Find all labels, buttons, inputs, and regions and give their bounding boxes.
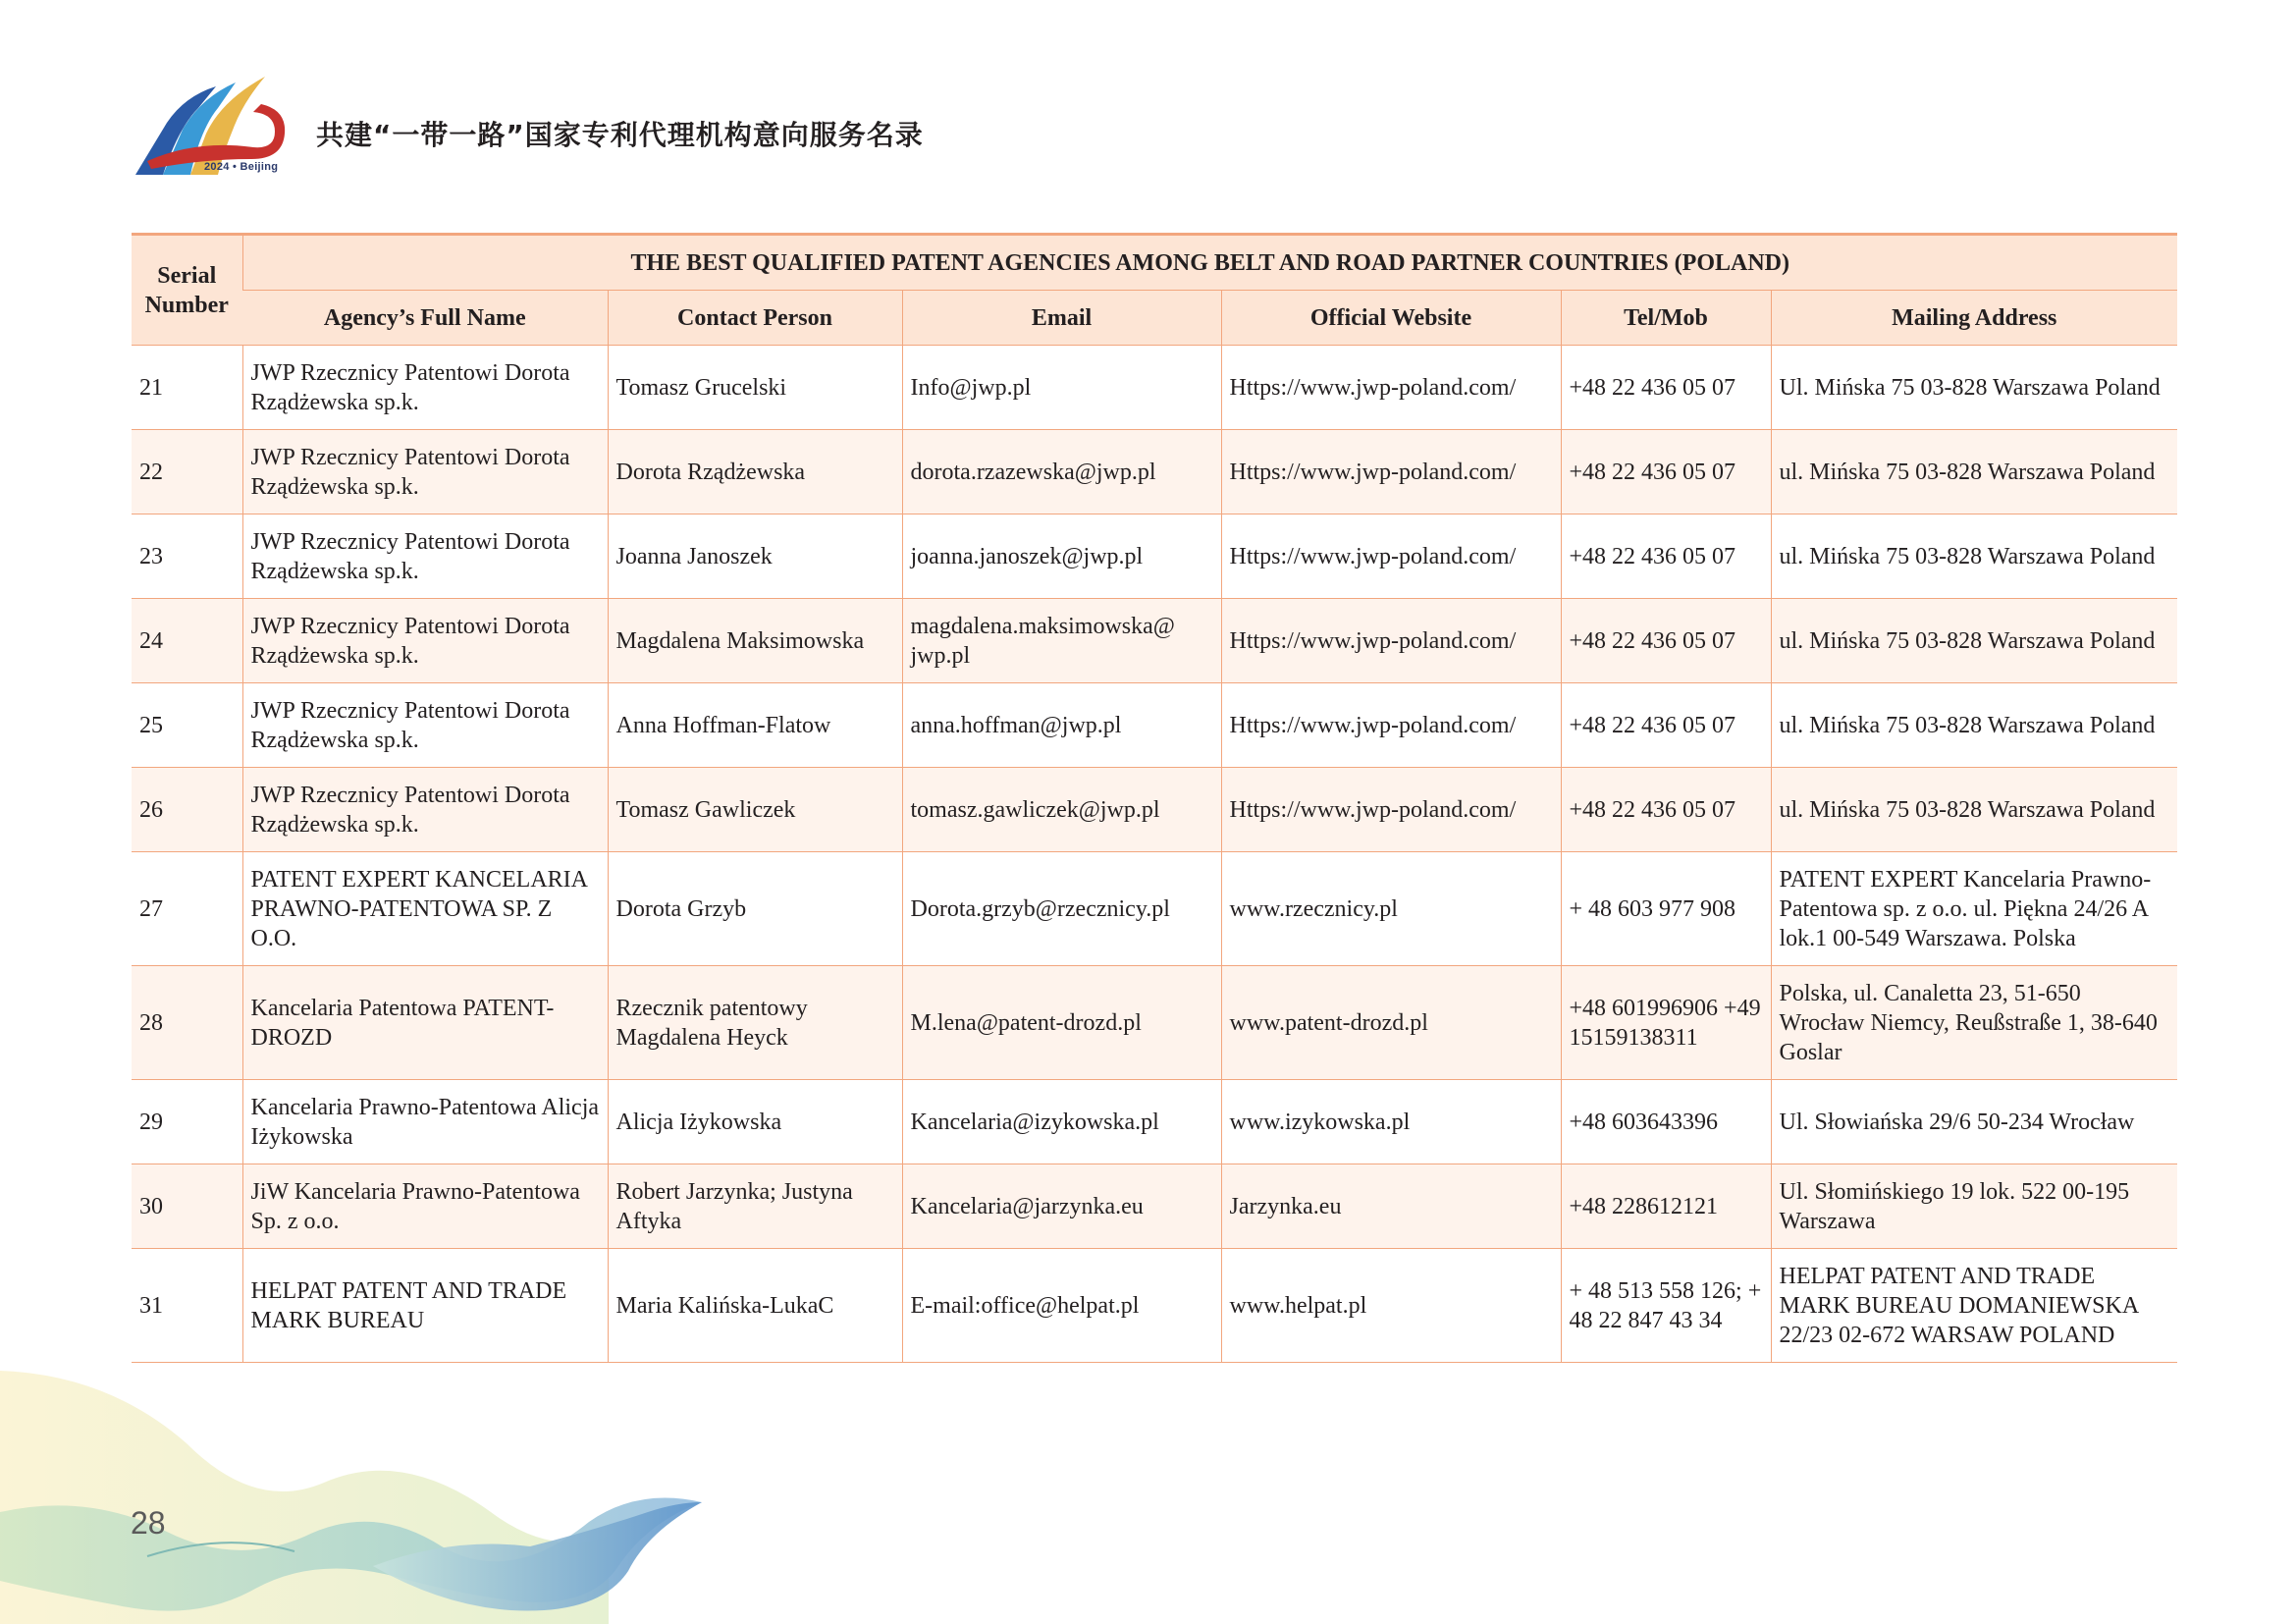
contact-person: Robert Jarzynka; Justyna Aftyka [608, 1164, 902, 1249]
contact-person: Dorota Rządżewska [608, 430, 902, 514]
contact-person: Joanna Janoszek [608, 514, 902, 599]
mailing-address: ul. Mińska 75 03-828 Warszawa Poland [1771, 514, 2177, 599]
agency-name: JWP Rzecznicy Patentowi Dorota Rządżewska sp.k. [242, 346, 608, 430]
table-row [132, 430, 2177, 514]
tel: +48 22 436 05 07 [1561, 430, 1771, 514]
contact-person: Anna Hoffman-Flatow [608, 683, 902, 768]
mailing-address: ul. Mińska 75 03-828 Warszawa Poland [1771, 599, 2177, 683]
table-row [132, 852, 2177, 966]
email: Info@jwp.pl [902, 346, 1221, 430]
mailing-address: ul. Mińska 75 03-828 Warszawa Poland [1771, 430, 2177, 514]
contact-person: Tomasz Gawliczek [608, 768, 902, 852]
mailing-address: PATENT EXPERT Kancelaria Prawno-Patentowa sp. z o.o. ul. Piękna 24/26 A lok.1 00-549 Warszawa. Polska [1771, 852, 2177, 966]
agency-name: Kancelaria Patentowa PATENT-DROZD [242, 966, 608, 1080]
serial-number: 29 [132, 1080, 242, 1164]
column-header-email: Email [902, 291, 1221, 346]
website: www.rzecznicy.pl [1221, 852, 1561, 966]
serial-number: 25 [132, 683, 242, 768]
contact-person: Dorota Grzyb [608, 852, 902, 966]
mailing-address: ul. Mińska 75 03-828 Warszawa Poland [1771, 768, 2177, 852]
contact-person: Maria Kalińska-LukaC [608, 1249, 902, 1363]
serial-number: 26 [132, 768, 242, 852]
serial-number: 22 [132, 430, 242, 514]
agency-name: JWP Rzecznicy Patentowi Dorota Rządżewska sp.k. [242, 514, 608, 599]
contact-person: Rzecznik patentowy Magdalena Heyck [608, 966, 902, 1080]
email: E-mail:office@helpat.pl [902, 1249, 1221, 1363]
tel: +48 228612121 [1561, 1164, 1771, 1249]
email: dorota.rzazewska@jwp.pl [902, 430, 1221, 514]
website: Https://www.jwp-poland.com/ [1221, 430, 1561, 514]
website: Https://www.jwp-poland.com/ [1221, 346, 1561, 430]
serial-number: 30 [132, 1164, 242, 1249]
agency-name: JWP Rzecznicy Patentowi Dorota Rządżewska sp.k. [242, 599, 608, 683]
website: www.izykowska.pl [1221, 1080, 1561, 1164]
agencies-table [132, 233, 2177, 1363]
table-row [132, 1080, 2177, 1164]
website: Https://www.jwp-poland.com/ [1221, 599, 1561, 683]
table-row [132, 1249, 2177, 1363]
serial-number: 27 [132, 852, 242, 966]
agency-name: JWP Rzecznicy Patentowi Dorota Rządżewska sp.k. [242, 430, 608, 514]
agency-name: JWP Rzecznicy Patentowi Dorota Rządżewska sp.k. [242, 768, 608, 852]
tel: +48 22 436 05 07 [1561, 514, 1771, 599]
mailing-address: HELPAT PATENT AND TRADE MARK BUREAU DOMANIEWSKA 22/23 02-672 WARSAW POLAND [1771, 1249, 2177, 1363]
website: www.helpat.pl [1221, 1249, 1561, 1363]
agency-name: HELPAT PATENT AND TRADE MARK BUREAU [242, 1249, 608, 1363]
website: Https://www.jwp-poland.com/ [1221, 514, 1561, 599]
agency-name: JiW Kancelaria Prawno-Patentowa Sp. z o.o. [242, 1164, 608, 1249]
table-row [132, 599, 2177, 683]
serial-number: 28 [132, 966, 242, 1080]
column-header-website: Official Website [1221, 291, 1561, 346]
logo-caption: 2024 • Beijing [204, 161, 279, 173]
email: Dorota.grzyb@rzecznicy.pl [902, 852, 1221, 966]
column-header-tel: Tel/Mob [1561, 291, 1771, 346]
mailing-address: ul. Mińska 75 03-828 Warszawa Poland [1771, 683, 2177, 768]
page-header-title: 共建“一带一路”国家专利代理机构意向服务名录 [316, 119, 924, 151]
mailing-address: Ul. Słomińskiego 19 lok. 522 00-195 Warszawa [1771, 1164, 2177, 1249]
tel: +48 22 436 05 07 [1561, 599, 1771, 683]
mailing-address: Ul. Słowiańska 29/6 50-234 Wrocław [1771, 1080, 2177, 1164]
email: Kancelaria@izykowska.pl [902, 1080, 1221, 1164]
tel: +48 603643396 [1561, 1080, 1771, 1164]
website: Https://www.jwp-poland.com/ [1221, 768, 1561, 852]
email: Kancelaria@jarzynka.eu [902, 1164, 1221, 1249]
table-row [132, 1164, 2177, 1249]
table-row [132, 514, 2177, 599]
email: M.lena@patent-drozd.pl [902, 966, 1221, 1080]
contact-person: Alicja Iżykowska [608, 1080, 902, 1164]
website: Jarzynka.eu [1221, 1164, 1561, 1249]
website: www.patent-drozd.pl [1221, 966, 1561, 1080]
agency-name: PATENT EXPERT KANCELARIA PRAWNO-PATENTOWA SP. Z O.O. [242, 852, 608, 966]
serial-number: 31 [132, 1249, 242, 1363]
email: joanna.janoszek@jwp.pl [902, 514, 1221, 599]
table-row [132, 683, 2177, 768]
email: tomasz.gawliczek@jwp.pl [902, 768, 1221, 852]
column-header-contact-person: Contact Person [608, 291, 902, 346]
email: magdalena.maksimowska@ jwp.pl [902, 599, 1221, 683]
tel: +48 22 436 05 07 [1561, 768, 1771, 852]
table-row [132, 966, 2177, 1080]
table-row [132, 768, 2177, 852]
tel: +48 22 436 05 07 [1561, 683, 1771, 768]
table-title: THE BEST QUALIFIED PATENT AGENCIES AMONG BELT AND ROAD PARTNER COUNTRIES (POLAND) [242, 235, 2177, 291]
tel: + 48 603 977 908 [1561, 852, 1771, 966]
serial-number: 24 [132, 599, 242, 683]
serial-number-header: Serial Number [132, 235, 242, 346]
mailing-address: Polska, ul. Canaletta 23, 51-650 Wrocław Niemcy, Reußstraße 1, 38-640 Goslar [1771, 966, 2177, 1080]
tel: + 48 513 558 126; + 48 22 847 43 34 [1561, 1249, 1771, 1363]
column-header-address: Mailing Address [1771, 291, 2177, 346]
agency-name: JWP Rzecznicy Patentowi Dorota Rządżewska sp.k. [242, 683, 608, 768]
mailing-address: Ul. Mińska 75 03-828 Warszawa Poland [1771, 346, 2177, 430]
contact-person: Magdalena Maksimowska [608, 599, 902, 683]
serial-number: 23 [132, 514, 242, 599]
serial-number: 21 [132, 346, 242, 430]
column-header-agency-name: Agency’s Full Name [242, 291, 608, 346]
page-number: 28 [131, 1505, 166, 1541]
email: anna.hoffman@jwp.pl [902, 683, 1221, 768]
table-row [132, 346, 2177, 430]
tel: +48 601996906 +49 15159138311 [1561, 966, 1771, 1080]
contact-person: Tomasz Grucelski [608, 346, 902, 430]
tel: +48 22 436 05 07 [1561, 346, 1771, 430]
website: Https://www.jwp-poland.com/ [1221, 683, 1561, 768]
decorative-wave [0, 1365, 707, 1624]
agency-name: Kancelaria Prawno-Patentowa Alicja Iżykowska [242, 1080, 608, 1164]
